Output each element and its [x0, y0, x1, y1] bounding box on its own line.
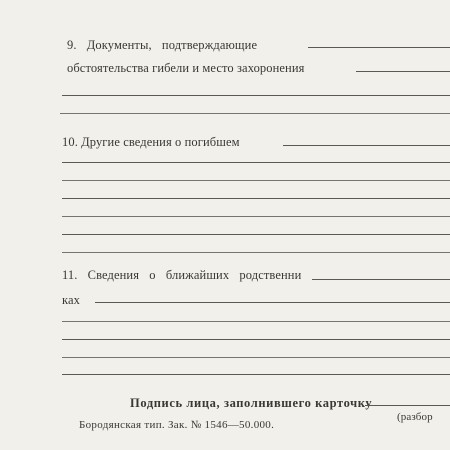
item-10-fill-line-2 [62, 162, 450, 163]
item-9-label-line2: обстоятельства гибели и место захоронения [67, 61, 305, 75]
item-11-fill-line-2 [95, 302, 450, 303]
item-9-fill-line-3 [62, 95, 450, 96]
item-11-fill-line-5 [62, 357, 450, 358]
item-10-fill-line-6 [62, 234, 450, 235]
item-11-fill-line-6 [62, 374, 450, 375]
item-10-fill-line-7 [62, 252, 450, 253]
item-9-fill-line-1 [308, 47, 450, 48]
item-9-label-line1: 9. Документы, подтверждающие [67, 38, 258, 52]
item-11-fill-line-3 [62, 321, 450, 322]
item-9-fill-line-4 [60, 113, 450, 114]
item-11-label-line2: ках [62, 293, 80, 307]
item-10-label: 10. Другие сведения о погибшем [62, 135, 240, 149]
signature-line [365, 405, 450, 406]
printer-imprint: Бородянская тип. Зак. № 1546—50.000. [79, 419, 275, 431]
item-11-fill-line-1 [312, 279, 450, 280]
item-11-label-line1: 11. Сведения о ближайших родственни [62, 268, 302, 282]
item-9-fill-line-2 [356, 71, 450, 72]
item-10-fill-line-4 [62, 198, 450, 199]
item-10-fill-line-5 [62, 216, 450, 217]
signature-note: (разбор [397, 411, 433, 423]
item-11-fill-line-4 [62, 339, 450, 340]
signature-label: Подпись лица, заполнившего карточку [130, 396, 373, 410]
item-10-fill-line-1 [283, 145, 450, 146]
item-10-fill-line-3 [62, 180, 450, 181]
